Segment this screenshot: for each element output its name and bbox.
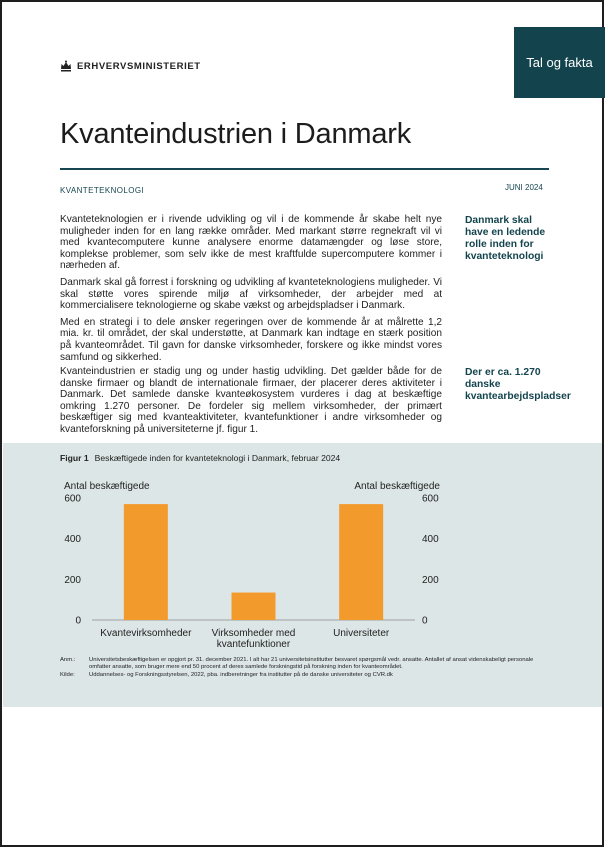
- x-tick-label: Virksomheder med kvantefunktioner: [211, 628, 296, 650]
- y-tick-label-right: 200: [422, 574, 439, 586]
- figure-notes: [60, 657, 550, 679]
- industry-text: [60, 366, 442, 441]
- y-tick-label-left: 400: [64, 534, 81, 546]
- y-tick-label-right: 400: [422, 534, 439, 546]
- y-axis-label-left: Antal beskæftigede: [64, 481, 150, 492]
- category-label: KVANTETEKNOLOGI: [60, 186, 145, 195]
- ministry-name: ERHVERVSMINISTERIET: [77, 60, 201, 72]
- intro-text: [60, 214, 442, 368]
- x-tick-label: Kvantevirksomheder: [100, 628, 192, 639]
- y-tick-label-left: 600: [64, 493, 81, 505]
- source-text: Uddannelses- og Forskningsstyrelsen, 2022, pba. indberetninger fra institutter på de danske universiteter og CVR.dk: [89, 671, 393, 678]
- document-type-tag: Tal og fakta: [514, 27, 605, 98]
- sidebar-highlight: Der er ca. 1.270 danske kvantearbejdspladser: [465, 367, 571, 402]
- page-title: Kvanteindustrien i Danmark: [60, 118, 412, 150]
- figure-title: [60, 453, 340, 463]
- note-text: Universitetsbeskæftigelsen er opgjort pr. 31. december 2021. I alt har 21 universitetsinstitutter besvaret spørgsmål vedr. ansatte. Antallet af ansat videnskabeligt personale omfatter ansatte, som bruger mere end 50 procent af deres samlede forskningstid på forskning inden for kvanteområdet.: [89, 657, 534, 671]
- paragraph: Danmark skal gå forrest i forskning og udvikling af kvanteteknologiens muligheder. Vi skal støtte vores spirende miljø af virksomheder, der arbejder med at kommercialisere teknologierne og skabe vækst og arbejdspladser i Danmark.: [60, 276, 442, 312]
- ministry-logo: [60, 60, 201, 72]
- figure-caption: Beskæftigede inden for kvanteteknologi i Danmark, februar 2024: [94, 453, 341, 463]
- publication-date: JUNI 2024: [505, 183, 543, 192]
- paragraph: Kvanteindustrien er stadig ung og under hastig udvikling. Det gælder både for de danske firmaer og blandt de internationale firmaer, der placerer deres aktiviteter i Danmark. Det samlede danske kvanteøkosystem vurderes i dag at beskæftige omkring 1.270 personer. De fordeler sig mellem virksomheder, der primært beskæftiger sig med kvanteaktiviteter, kvantefunktioner i andre virksomheder og kvanteforskning på universiteterne jf. figur 1.: [60, 366, 442, 435]
- x-tick-label: Universiteter: [333, 628, 390, 639]
- y-tick-label-left: 0: [75, 615, 81, 627]
- y-tick-label-left: 200: [64, 574, 81, 586]
- figure-label: Figur 1: [60, 453, 89, 463]
- sidebar-highlight: Danmark skal have en ledende rolle inden for kvanteteknologi: [465, 215, 546, 262]
- paragraph: Med en strategi i to dele ønsker regeringen over de kommende år at målrette 1,2 mia. kr. til området, der skal understøtte, at Danmark kan indtage en stærk position på kvanteområdet. Til gavn for danske virksomheder, forskere og ikke mindst vores samfund og sikkerhed.: [60, 316, 442, 363]
- y-tick-label-right: 0: [422, 615, 428, 627]
- paragraph: Kvanteteknologien er i rivende udvikling og vil i de kommende år skabe helt nye muligheder inden for en lang række områder. Med markant større regnekraft vil vi med kvantecomputere kunne analysere enorme datamængder og løse store, komplekse problemer, som selv ikke de mest kraftfulde supercomputere kommer i nærheden af.: [60, 214, 442, 272]
- crown-icon: [60, 60, 72, 72]
- title-divider: [60, 168, 549, 170]
- note-key: Anm.:: [60, 657, 76, 663]
- y-axis-label-right: Antal beskæftigede: [354, 481, 440, 492]
- y-tick-label-right: 600: [422, 493, 439, 505]
- source-key: Kilde:: [60, 671, 75, 678]
